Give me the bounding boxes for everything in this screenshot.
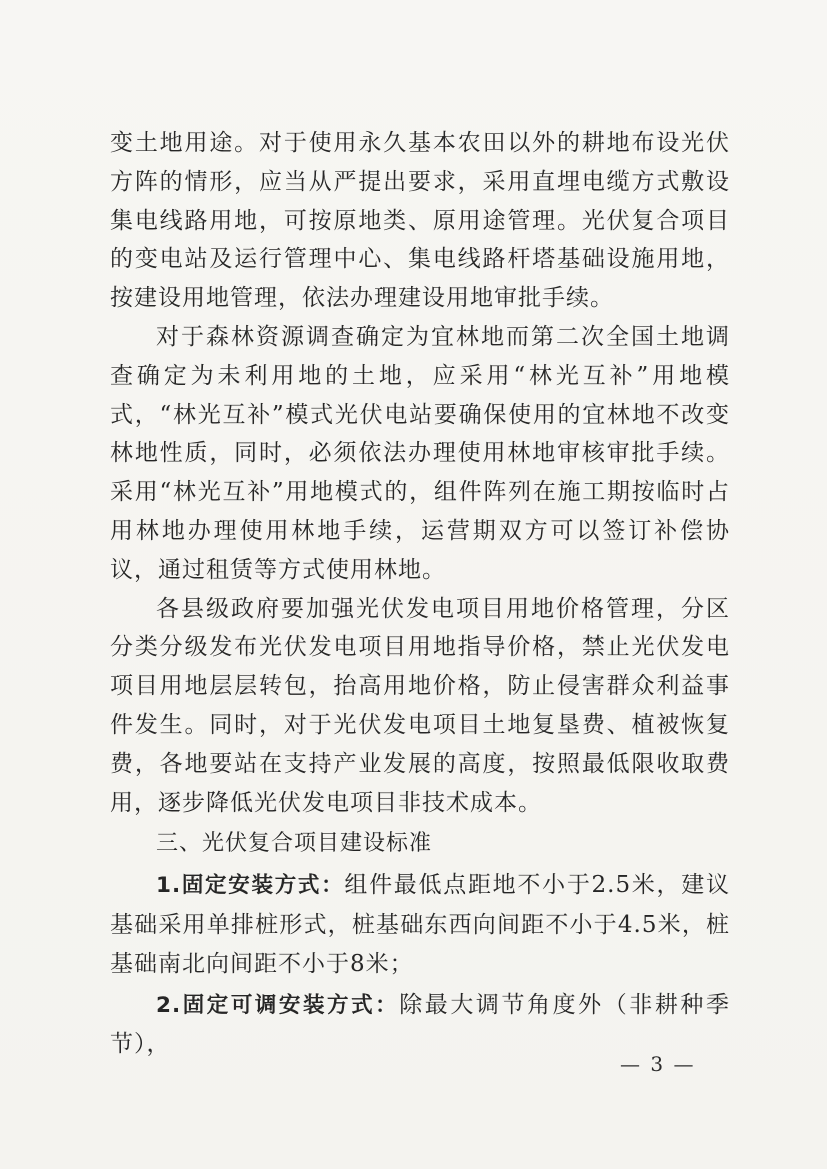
section-heading: 三、光伏复合项目建设标准 — [156, 831, 433, 857]
document-body — [110, 124, 730, 1064]
list-item-lead: 2.固定可调安装方式： — [156, 992, 400, 1018]
list-item-lead: 1.固定安装方式： — [156, 873, 345, 899]
paragraph-2: 对于森林资源调查确定为宜林地而第二次全国土地调查确定为未利用地的土地，应采用“林光互补”用地模式，“林光互补”模式光伏电站要确保使用的宜林地不改变林地性质，同时，必须依法办理使用林地审核审批手续。采用“林光互补”用地模式的，组件阵列在施工期按临时占用林地办理使用林地手续，运营期双方可以签订补偿协议，通过租赁等方式使用林地。 — [110, 323, 730, 583]
list-item-text: 组件最低点距地不小于2.5米，建议基础采用单排桩形式，桩基础东西向间距不小于4.5米，桩基础南北向间距不小于8米； — [110, 872, 730, 977]
paragraph-1: 变土地用途。对于使用永久基本农田以外的耕地布设光伏方阵的情形，应当从严提出要求，采用直埋电缆方式敷设集电线路用地，可按原地类、原用途管理。光伏复合项目的变电站及运行管理中心、集电线路杆塔基础设施用地，按建设用地管理，依法办理建设用地审批手续。 — [110, 130, 730, 312]
list-item-text: 除最大调节角度外（非耕种季节）， — [110, 991, 730, 1058]
paragraph-3: 各县级政府要加强光伏发电项目用地价格管理，分区分类分级发布光伏发电项目用地指导价格，禁止光伏发电项目用地层层转包，抬高用地价格，防止侵害群众利益事件发生。同时，对于光伏发电项目土地复垦费、植被恢复费，各地要站在支持产业发展的高度，按照最低限收取费用，逐步降低光伏发电项目非技术成本。 — [110, 595, 730, 816]
list-item — [110, 866, 730, 983]
page-number: — 3 — — [620, 1052, 696, 1076]
